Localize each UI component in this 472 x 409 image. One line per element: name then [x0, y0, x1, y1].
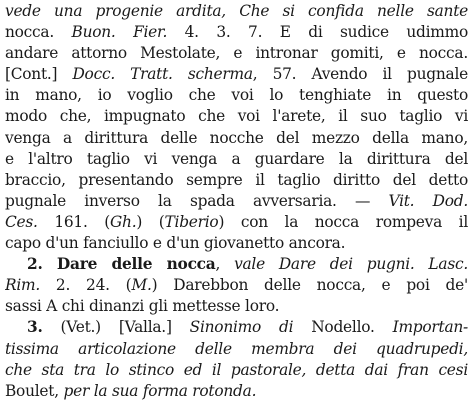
text-line: in mano, io voglio che voi lo tenghiate in questo [5, 86, 468, 105]
text-line: vede una progenie ardita, Che si confida nelle sante [5, 2, 468, 20]
text-line: Ces. 161. (Gh.) (Tiberio) con la nocca rompeva il [5, 212, 468, 231]
text-line: tissima articolazione delle membra dei quadrupedi, [5, 339, 468, 358]
text-line: [Cont.] Docc. Tratt. scherma, 57. Avendo il pugnale [5, 65, 468, 84]
text-line: e l'altro taglio vi venga a guardare la dirittura del [5, 149, 468, 168]
text-line: Boulet, per la sua forma rotonda. [5, 381, 257, 400]
text-line: capo d'un fanciullo e d'un giovanetto ancora. [5, 234, 346, 253]
text-line: andare attorno Mestolate, e intronar gomiti, e nocca. [5, 44, 468, 63]
text-line: che sta tra lo stinco ed il pastorale, detta dai fran cesi [5, 360, 468, 379]
text-line: sassi A chi dinanzi gli mettesse loro. [5, 297, 280, 316]
text-line: braccio, presentando sempre il taglio diritto del detto [5, 170, 468, 189]
text-line: 2. Dare delle nocca, vale Dare dei pugni. Lasc. [27, 255, 468, 274]
text-line: 3. (Vet.) [Valla.] Sinonimo di Nodello. Importan- [27, 318, 468, 337]
text-line: pugnale inverso la spada avversaria. — Vit. Dod. [5, 191, 468, 210]
text-line: venga a dirittura delle nocche del mezzo della mano, [5, 128, 468, 147]
text-line: nocca. Buon. Fier. 4. 3. 7. E di sudice udimmo [5, 23, 468, 42]
text-line: Rim. 2. 24. (M.) Darebbon delle nocca, e poi de' [5, 276, 468, 295]
text-line: modo che, impugnato che voi l'arete, il suo taglio vi [5, 107, 468, 126]
